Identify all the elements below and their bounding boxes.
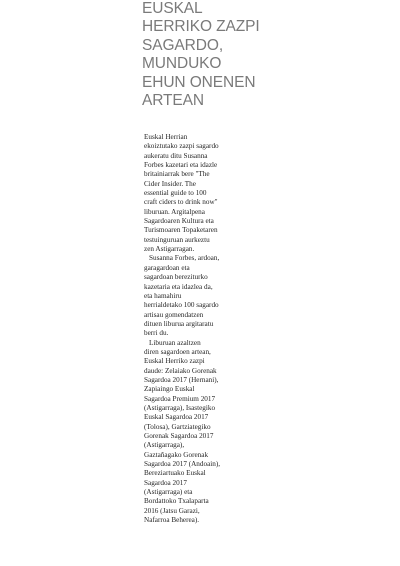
text-line: Euskal Sagardoa 2017 — [144, 413, 209, 422]
headline-line: ARTEAN — [142, 92, 204, 110]
text-line: liburuan. Argitalpena — [144, 207, 205, 216]
text-line: diren sagardoen artean, — [144, 347, 211, 356]
text-line: aukeratu ditu Susanna — [144, 151, 208, 160]
article-body — [144, 133, 262, 525]
text-line: Sagardoaren Kultura eta — [144, 217, 214, 226]
text-line: daude: Zelaiako Gorenak — [144, 366, 217, 375]
text-line: essential guide to 100 — [144, 189, 207, 198]
text-line: Sagardoa 2017 — [144, 478, 187, 487]
text-line: (Astigarraga), Isastegiko — [144, 403, 216, 412]
text-line: britainiarrak bere "The — [144, 170, 210, 179]
text-line: Euskal Herrian — [144, 133, 188, 141]
text-line: Turismoaren Topaketaren — [144, 226, 218, 235]
text-line: ekoiztutako zazpi sagardo — [144, 142, 219, 151]
text-line: Euskal Herriko zazpi — [144, 357, 205, 366]
text-line: Nafarroa Beherea). — [144, 516, 200, 525]
text-line: Zapiaingo Euskal — [144, 385, 195, 394]
headline — [142, 0, 262, 110]
article-paragraph — [144, 339, 262, 526]
text-line: Gorenak Sagardoa 2017 — [144, 432, 214, 440]
text-line: Susanna Forbes, ardoan, — [149, 254, 220, 263]
headline-line: MUNDUKO — [142, 55, 222, 73]
text-line: Sagardoa 2017 (Andoain), — [144, 460, 221, 469]
text-line: artisau gomendatzen — [144, 310, 204, 319]
text-line: eta hamahiru — [144, 291, 182, 300]
text-line: craft ciders to drink now" — [144, 198, 218, 207]
text-line: Sagardoa 2017 (Hernani), — [144, 375, 219, 384]
text-line: Cider Insider. The — [144, 179, 196, 188]
text-line: Sagardoa Premium 2017 — [144, 394, 216, 403]
article-paragraph — [144, 133, 262, 254]
text-line: garagardoan eta — [144, 263, 190, 272]
text-line: 2016 (Jatsu Garazi, — [144, 506, 200, 515]
text-line: Bereziartuako Euskal — [144, 469, 206, 478]
text-line: (Astigarraga), — [144, 441, 185, 450]
text-line: Bordattoko Txalaparta — [144, 497, 209, 506]
article-paragraph — [144, 254, 262, 338]
text-line: dituen liburua argitaratu — [144, 319, 214, 328]
headline-line: HERRIKO ZAZPI — [142, 18, 260, 36]
text-line: kazetaria eta idazlea da, — [144, 282, 213, 291]
headline-line: SAGARDO, — [142, 36, 224, 54]
headline-line: EHUN ONENEN — [142, 73, 256, 91]
text-line: herrialdetako 100 sagardo — [144, 301, 219, 310]
text-line: (Tolosa), Gartziategiko — [144, 422, 211, 431]
text-line: testuinguruan aurkeztu — [144, 235, 210, 244]
text-line: Gaztañagako Gorenak — [144, 450, 209, 459]
text-line: (Astigarraga) eta — [144, 488, 193, 497]
headline-line: EUSKAL — [142, 0, 203, 17]
text-line: Liburuan azaltzen — [149, 338, 201, 347]
text-line: zen Astigarragan. — [144, 245, 195, 254]
text-line: Forbes kazetari eta idazle — [144, 161, 218, 170]
text-line: berri du. — [144, 329, 169, 338]
text-line: sagardoan bereziturko — [144, 273, 208, 282]
